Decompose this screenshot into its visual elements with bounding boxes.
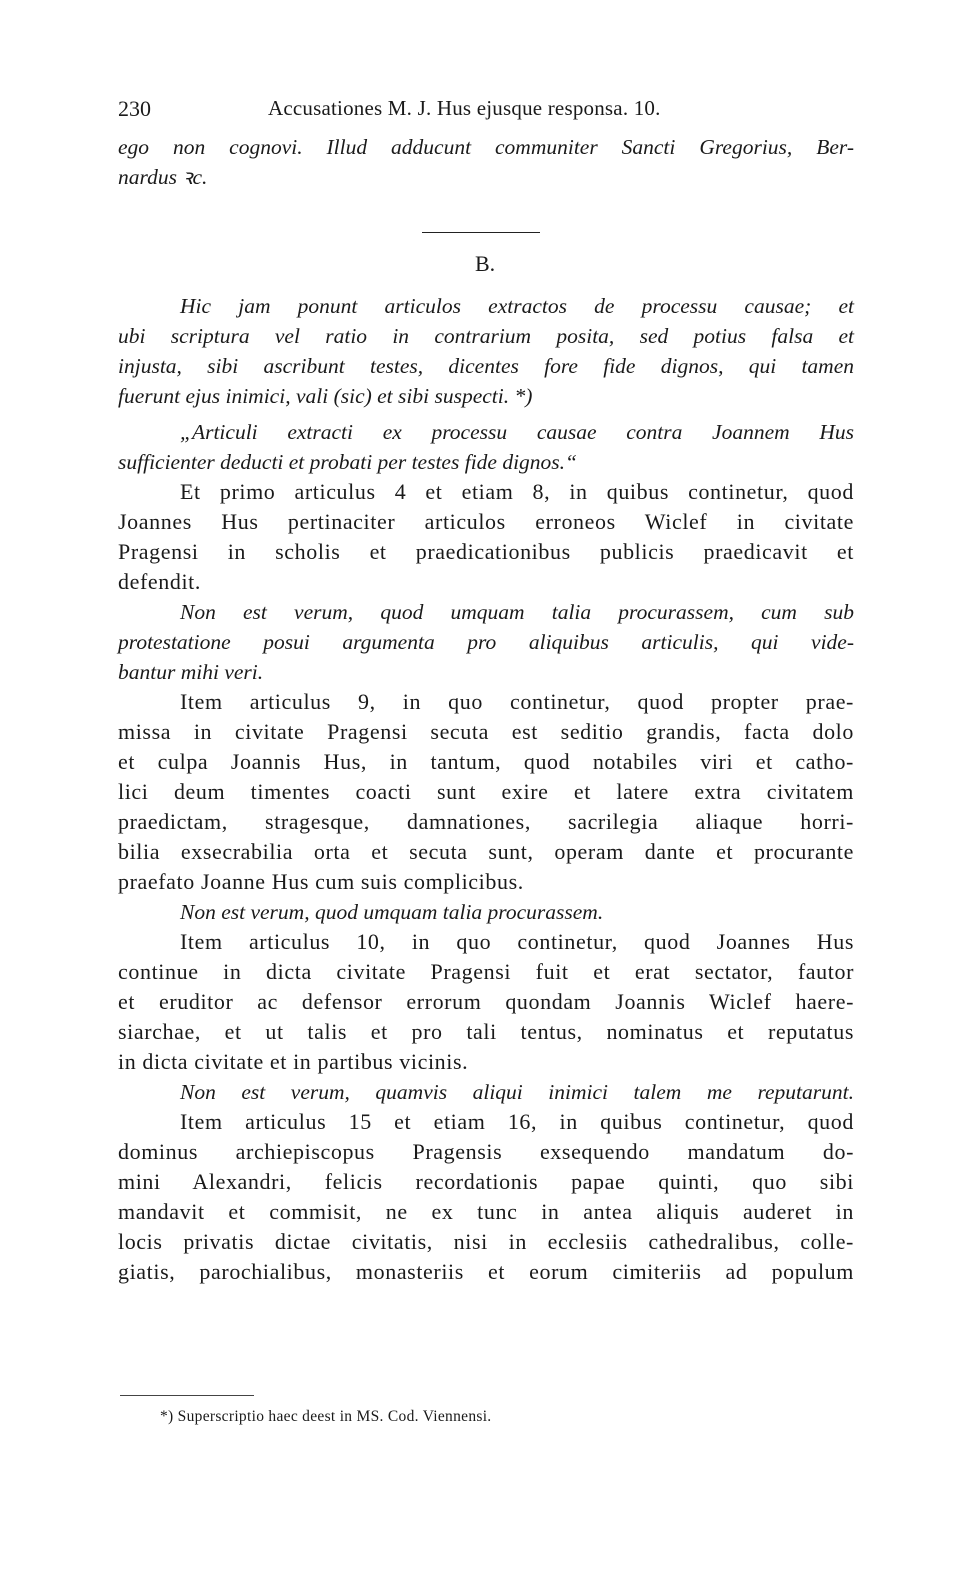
text-line: Non est verum, quod umquam talia procurassem.	[180, 900, 604, 924]
text-line: Joannes Hus pertinaciter articulos erroneos Wiclef in civitate	[118, 509, 854, 534]
text-line: Non est verum, quamvis aliqui inimici talem me reputarunt.	[180, 1080, 854, 1104]
text-line: mini Alexandri, felicis recordationis papae quinti, quo sibi	[118, 1169, 854, 1194]
text-line: injusta, sibi ascribunt testes, dicentes fore fide dignos, qui tamen	[118, 354, 854, 378]
text-line: „Articuli extracti ex processu causae contra Joannem Hus	[180, 420, 854, 444]
running-head: Accusationes M. J. Hus ejusque responsa. 10.	[268, 96, 661, 120]
text-line: giatis, parochialibus, monasteriis et eorum cimiteriis ad populum	[118, 1259, 854, 1284]
text-line: mandavit et commisit, ne ex tunc in antea aliquis auderet in	[118, 1199, 854, 1224]
text-line: in dicta civitate et in partibus vicinis.	[118, 1049, 469, 1074]
text-line: locis privatis dictae civitatis, nisi in ecclesiis cathedralibus, colle-	[118, 1229, 854, 1254]
text-line: continue in dicta civitate Pragensi fuit et erat sectator, fautor	[118, 959, 854, 984]
text-line: bantur mihi veri.	[118, 660, 264, 684]
text-line: Item articulus 15 et etiam 16, in quibus continetur, quod	[180, 1109, 854, 1134]
continuation-text	[118, 132, 854, 192]
page-number: 230	[118, 96, 151, 121]
footnote: *) Superscriptio haec deest in MS. Cod. Viennensi.	[160, 1408, 492, 1425]
text-line: praefato Joanne Hus cum suis complicibus.	[118, 869, 524, 894]
footnote-divider	[120, 1395, 254, 1396]
text-line: praedictam, stragesque, damnationes, sacrilegia aliaque horri-	[118, 809, 854, 834]
page-header	[118, 88, 854, 132]
text-line: sufficienter deducti et probati per testes fide dignos.“	[118, 450, 578, 474]
text-line: Item articulus 10, in quo continetur, quod Joannes Hus	[180, 929, 854, 954]
text-line: protestatione posui argumenta pro aliquibus articulis, qui vide-	[118, 630, 854, 654]
text-line: siarchae, et ut talis et pro tali tentus, nominatus et reputatus	[118, 1019, 854, 1044]
text-line: ubi scriptura vel ratio in contrarium posita, sed potius falsa et	[118, 324, 854, 348]
section-divider	[422, 232, 540, 233]
text-line: nardus ꝛc.	[118, 165, 208, 189]
text-line: Non est verum, quod umquam talia procurassem, cum sub	[180, 600, 854, 624]
page	[118, 88, 854, 1287]
section-heading: B.	[475, 251, 496, 276]
text-line: defendit.	[118, 569, 201, 594]
text-line: missa in civitate Pragensi secuta est seditio grandis, facta dolo	[118, 719, 854, 744]
text-line: fuerunt ejus inimici, vali (sic) et sibi suspecti. *)	[118, 384, 533, 408]
text-line: Hic jam ponunt articulos extractos de processu causae; et	[180, 294, 854, 318]
text-line: lici deum timentes coacti sunt exire et latere extra civitatem	[118, 779, 854, 804]
text-line: bilia exsecrabilia orta et secuta sunt, operam dante et procurante	[118, 839, 854, 864]
text-line: et eruditor ac defensor errorum quondam Joannis Wiclef haere-	[118, 989, 854, 1014]
text-line: ego non cognovi. Illud adducunt communiter Sancti Gregorius, Ber-	[118, 135, 854, 159]
text-line: et culpa Joannis Hus, in tantum, quod notabiles viri et catho-	[118, 749, 854, 774]
text-line: Item articulus 9, in quo continetur, quod propter prae-	[180, 689, 854, 714]
text-line: Et primo articulus 4 et etiam 8, in quibus continetur, quod	[180, 479, 854, 504]
text-line: Pragensi in scholis et praedicationibus publicis praedicavit et	[118, 539, 854, 564]
body-text	[118, 291, 854, 1287]
text-line: dominus archiepiscopus Pragensis exsequendo mandatum do-	[118, 1139, 854, 1164]
